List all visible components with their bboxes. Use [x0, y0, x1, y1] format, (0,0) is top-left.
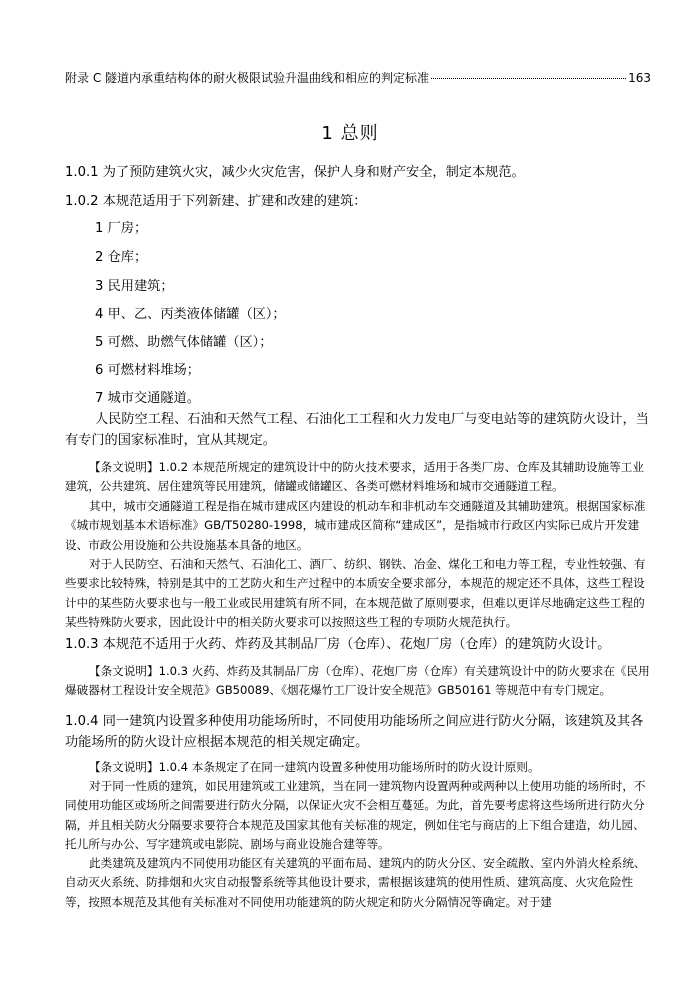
commentary-paragraph: 对于人民防空、石油和天然气、石油化工、酒厂、纺织、钢铁、冶金、煤化工和电力等工程，专业性较强、有些要求比较特殊，特别是其中的工艺防火和生产过程中的本质安全要求部分，本规范的规定还不具体，这些工程设计中的某些防火要求也与一般工业或民用建筑有所不同，在本规范做了原则要求，但难以更详尽地确定这些工程的某些特殊防火要求，因此设计中的相关防火要求可以按照这些工程的专项防火规范执行。 [65, 557, 646, 630]
toc-entry-text: 附录 C 隧道内承重结构体的耐火极限试验升温曲线和相应的判定标准 [65, 71, 430, 85]
toc-leader-dots [431, 77, 626, 79]
toc-page-number: 163 [628, 71, 651, 85]
toc-entry[interactable] [65, 70, 651, 86]
list-item: 7 城市交通隧道。 [95, 391, 200, 406]
clause-1-0-4: 1.0.4 同一建筑内设置多种使用功能场所时，不同使用功能场所之间应进行防火分隔，该建筑及其各功能场所的防火设计应根据本规范的相关规定确定。 [65, 714, 644, 750]
commentary-paragraph: 对于同一性质的建筑，如民用建筑或工业建筑，当在同一建筑物内设置两种或两种以上使用功能的场所时，不同使用功能区或场所之间需要进行防火分隔，以保证火灾不会相互蔓延。为此，首先要考虑将这些场所进行防火分隔，并且相关防火分隔要求要符合本规范及国家其他有关标准的规定，例如住宅与商店的上下组合建造，幼儿园、托儿所与办公、写字建筑或电影院、剧场与商业设施合建等等。 [65, 779, 646, 852]
list-item: 5 可燃、助燃气体储罐（区）； [95, 335, 273, 350]
list-item: 3 民用建筑； [95, 279, 174, 294]
commentary-1-0-2: 【条文说明】1.0.2 本规范所规定的建筑设计中的防火技术要求，适用于各类厂房、仓库及其辅助设施等工业建筑，公共建筑、居住建筑等民用建筑，储罐或储罐区、各类可燃材料堆场和城市交通隧道工程。 [65, 460, 644, 494]
list-item: 2 仓库； [95, 250, 148, 265]
commentary-1-0-3: 【条文说明】1.0.3 火药、炸药及其制品厂房（仓库）、花炮厂房（仓库）有关建筑设计中的防火要求在《民用爆破器材工程设计安全规范》GB50089、《烟花爆竹工厂设计安全规范》GB50161 等规范中有专门规定。 [65, 664, 650, 698]
commentary-1-0-4: 【条文说明】1.0.4 本条规定了在同一建筑内设置多种使用功能场所时的防火设计原则。 [89, 760, 540, 774]
clause-1-0-1: 1.0.1 为了预防建筑火灾，减少火灾危害，保护人身和财产安全，制定本规范。 [65, 165, 525, 180]
commentary-paragraph: 此类建筑及建筑内不同使用功能区有关建筑的平面布局、建筑内的防火分区、安全疏散、室内外消火栓系统、自动灭火系统、防排烟和火灾自动报警系统等其他设计要求，需根据该建筑的使用性质、建筑高度、火灾危险性等，按照本规范及其他有关标准对不同使用功能建筑的防火规定和防火分隔情况等确定。对于建 [65, 856, 646, 909]
clause-1-0-2: 1.0.2 本规范适用于下列新建、扩建和改建的建筑： [65, 194, 367, 209]
clause-1-0-3: 1.0.3 本规范不适用于火药、炸药及其制品厂房（仓库）、花炮厂房（仓库）的建筑防火设计。 [65, 637, 611, 652]
clause-1-0-2-paragraph: 人民防空工程、石油和天然气工程、石油化工工程和火力发电厂与变电站等的建筑防火设计，当有专门的国家标准时，宜从其规定。 [65, 412, 649, 448]
chapter-title: 1 总则 [321, 123, 379, 144]
list-item: 4 甲、乙、丙类液体储罐（区）； [95, 307, 286, 322]
list-item: 1 厂房； [95, 221, 148, 236]
list-item: 6 可燃材料堆场； [95, 363, 200, 378]
commentary-paragraph: 其中，城市交通隧道工程是指在城市建成区内建设的机动车和非机动车交通隧道及其辅助建筑。根据国家标准《城市规划基本术语标准》GB/T50280-1998，城市建成区简称“建成区”，是指城市行政区内实际已成片开发建设、市政公用设施和公共设施基本具备的地区。 [65, 499, 646, 552]
